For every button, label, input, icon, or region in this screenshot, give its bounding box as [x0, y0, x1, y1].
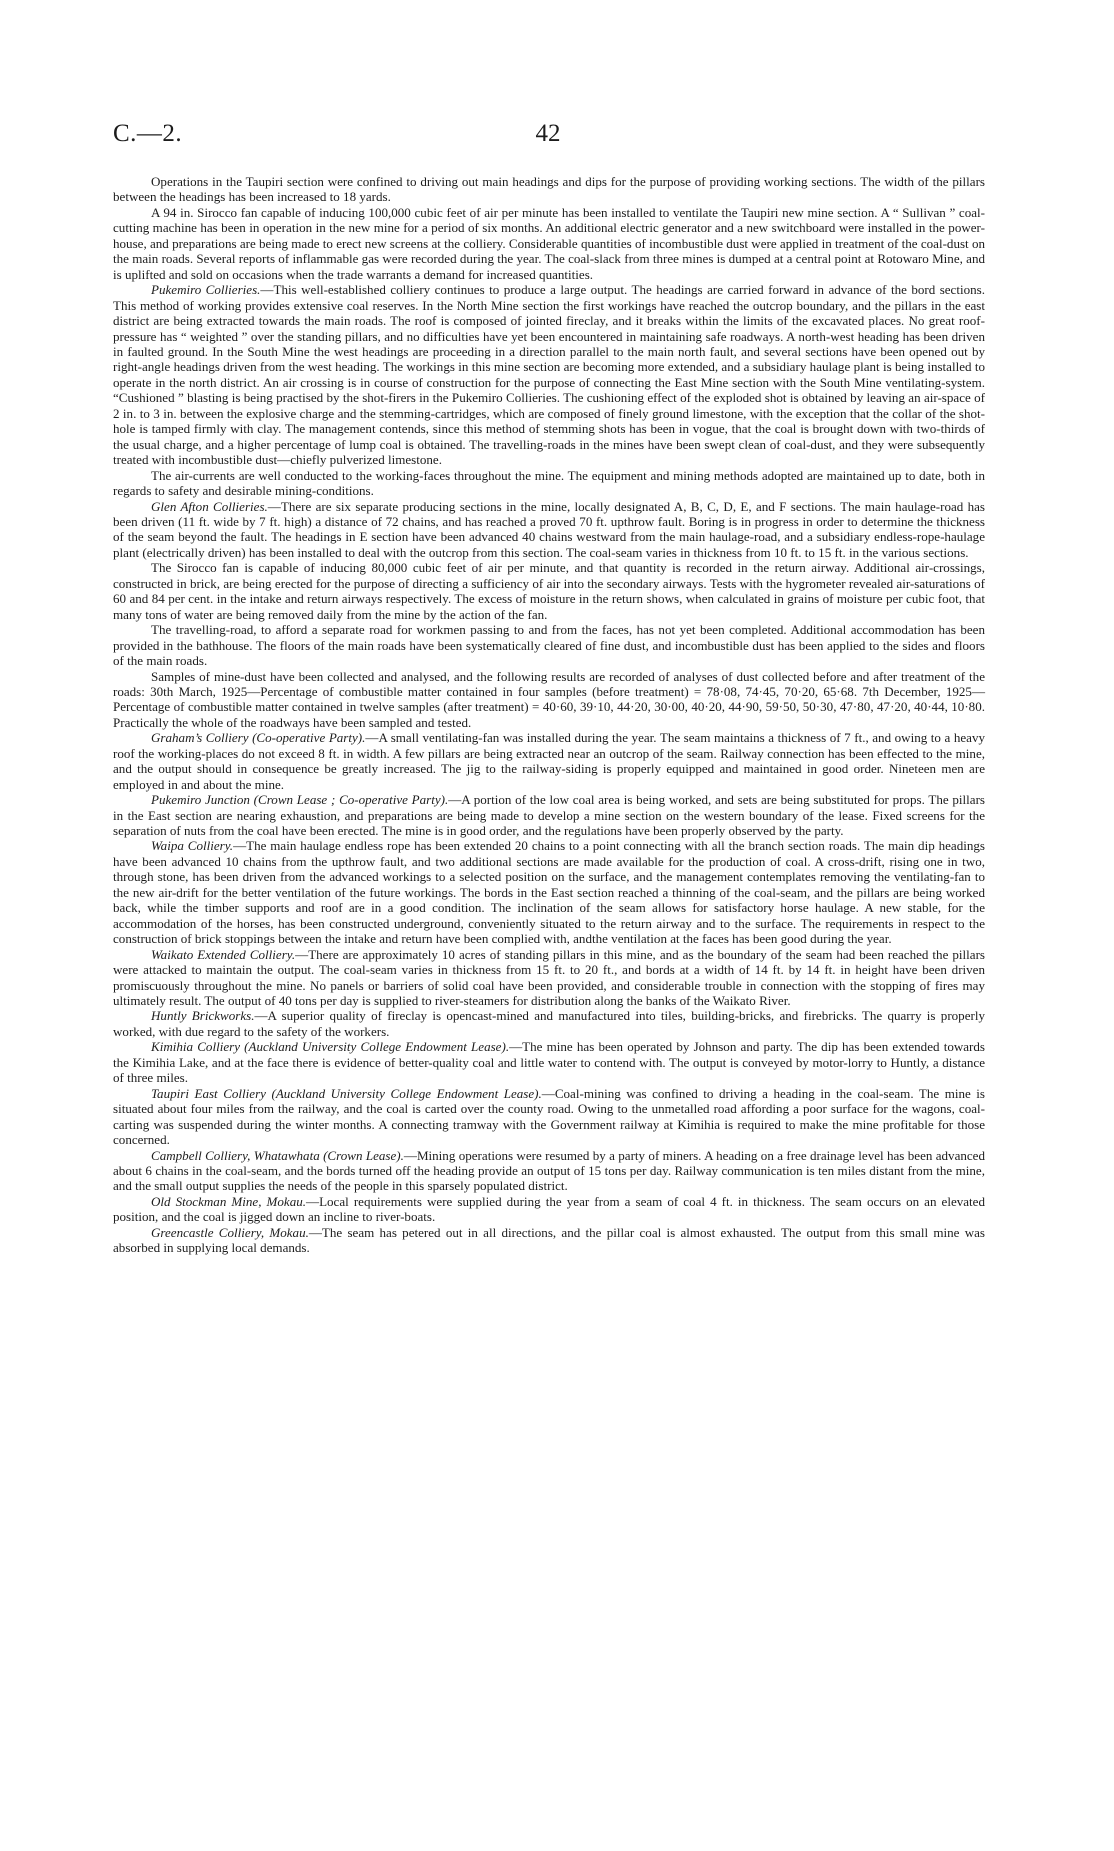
- page-number: 42: [535, 120, 561, 147]
- paragraph: [113, 560, 985, 622]
- paragraph: [113, 174, 985, 205]
- section-heading: Greencastle Colliery, Mokau.: [151, 1224, 309, 1240]
- paragraph: [113, 1039, 985, 1085]
- paragraph: [113, 205, 985, 282]
- paragraph-text: —A small ventilating-fan was installed during the year. The seam maintains a thickness of 7 ft., and owing to a heavy roof the working-places do not exceed 8 ft. in width. A few pillars are being extracted near an outcrop of the seam. Railway connection has been effected to the mine, and the output should in consequence be greatly increased. The jig to the railway-siding is properly equipped and maintained in good order. Nineteen men are employed in and about the mine.: [113, 730, 985, 792]
- section-heading: Pukemiro Collieries.: [151, 282, 261, 298]
- paragraph-text: —Mining operations were resumed by a party of miners. A heading on a free drainage level has been advanced about 6 chains in the coal-seam, and the bords turned off the heading provide an output of 15 tons per day. Railway communication is ten miles distant from the mine, and the small output supplies the needs of the people in this sparsely populated district.: [113, 1147, 985, 1194]
- section-heading: Campbell Colliery, Whatawhata (Crown Lease).: [151, 1147, 404, 1163]
- paragraph-text: A 94 in. Sirocco fan capable of inducing 100,000 cubic feet of air per minute has been installed to ventilate the Taupiri new mine section. A “ Sullivan ” coal-cutting machine has been in operation in the new mine for a period of six months. An additional electric generator and a new switchboard were installed in the power-house, and preparations are being made to erect new screens at the colliery. Considerable quantities of incombustible dust were applied in treatment of the coal-dust on the main roads. Several reports of inflammable gas were recorded during the year. The coal-slack from three mines is dumped at a central point at Rotowaro Mine, and is uplifted and sold on occasions when the trade warrants a demand for increased quantities.: [113, 204, 985, 282]
- paragraph-text: —The mine has been operated by Johnson and party. The dip has been extended towards the Kimihia Lake, and at the face there is evidence of better-quality coal and little water to contend with. The output is conveyed by motor-lorry to Huntly, a distance of three miles.: [113, 1039, 985, 1086]
- section-heading: Waipa Colliery.: [151, 838, 234, 854]
- section-heading: Graham’s Colliery (Co-operative Party).: [151, 730, 366, 746]
- paragraph-text: —The main haulage endless rope has been extended 20 chains to a point connecting with all the branch section roads. The main dip headings have been advanced 10 chains from the upthrow fault, and two additional sections are made available for the production of coal. A cross-drift, rising one in two, through stone, has been driven from the advanced workings to a selected position on the surface, and the management contemplates removing the ventilating-fan to the new air-drift for the better ventilation of the future workings. The bords in the East section reached a thinning of the coal-seam, and the pillars are being worked back, while the timber supports and roof are in a good condition. The inclination of the seam allows for satisfactory horse haulage. A new stable, for the accommodation of the horses, has been constructed underground, conveniently situated to the return airway and to the surface. The requirements in respect to the construction of brick stoppings between the intake and return have been complied with, andthe ventilation at the faces has been good during the year.: [113, 838, 985, 947]
- paragraph-text: Operations in the Taupiri section were confined to driving out main headings and dips for the purpose of providing working sections. The width of the pillars between the headings has been increased to 18 yards.: [113, 174, 985, 205]
- paragraph: [113, 792, 985, 838]
- paragraph: [113, 622, 985, 668]
- body-text: [113, 174, 985, 1256]
- section-heading: Glen Afton Collieries.: [151, 498, 268, 514]
- paragraph: [113, 838, 985, 946]
- paragraph-text: The travelling-road, to afford a separate road for workmen passing to and from the faces, has not yet been completed. Additional accommodation has been provided in the bathhouse. The floors of the main roads have been systematically cleared of fine dust, and incombustible dust has been applied to the sides and floors of the main roads.: [113, 622, 985, 669]
- paragraph-text: —A superior quality of fireclay is opencast-mined and manufactured into tiles, building-bricks, and firebricks. The quarry is properly worked, with due regard to the safety of the workers.: [113, 1008, 985, 1039]
- paragraph: [113, 468, 985, 499]
- paragraph: [113, 1086, 985, 1148]
- paragraph: [113, 1008, 985, 1039]
- paragraph-text: The Sirocco fan is capable of inducing 80,000 cubic feet of air per minute, and that quantity is recorded in the return airway. Additional air-crossings, constructed in brick, are being erected for the purpose of directing a sufficiency of air into the secondary airways. Tests with the hygrometer revealed air-saturations of 60 and 84 per cent. in the intake and return airways respectively. The excess of moisture in the return shows, when calculated in grains of moisture per cubic foot, that many tons of water are being removed daily from the mine by the action of the fan.: [113, 560, 985, 622]
- paragraph: [113, 499, 985, 561]
- section-heading: Waikato Extended Colliery.: [151, 946, 296, 962]
- paragraph: [113, 669, 985, 731]
- page-header: [113, 120, 983, 156]
- paragraph: [113, 282, 985, 467]
- paragraph-text: —There are approximately 10 acres of standing pillars in this mine, and as the boundary of the seam had been reached the pillars were attacked to maintain the output. The coal-seam varies in thickness from 15 ft. to 20 ft., and bords at a width of 14 ft. by 14 ft. in height have been driven promiscuously throughout the mine. No panels or barriers of solid coal have been provided, and considerable trouble in connection with the stopping of fires may ultimately result. The output of 40 tons per day is supplied to river-steamers for distribution along the banks of the Waikato River.: [113, 946, 985, 1009]
- paragraph: [113, 1148, 985, 1194]
- paragraph-text: —Local requirements were supplied during the year from a seam of coal 4 ft. in thickness. The seam occurs on an elevated position, and the coal is jigged down an incline to river-boats.: [113, 1193, 985, 1225]
- paragraph-text: —The seam has petered out in all directions, and the pillar coal is almost exhausted. The output from this small mine was absorbed in supplying local demands.: [113, 1224, 985, 1256]
- report-reference: C.—2.: [113, 120, 183, 147]
- paragraph-text: —This well-established colliery continues to produce a large output. The headings are carried forward in advance of the bord sections. This method of working provides extensive coal reserves. In the North Mine section the first workings have reached the outcrop boundary, and the pillars in the east district are being extracted towards the main roads. The roof is composed of jointed fireclay, and it breaks within the limits of the excavated places. No great roof-pressure has “ weighted ” over the standing pillars, and no difficulties have yet been encountered in maintaining safe roadways. A north-west heading has been driven in faulted ground. In the South Mine the west headings are proceeding in a direction parallel to the main north fault, and several sections have been opened out by right-angle headings driven from the west heading. The workings in this mine section are becoming more extended, and a subsidiary haulage plant is being installed to operate in the north district. An air crossing is in course of construction for the purpose of connecting the East Mine section with the South Mine ventilating-system. “Cushioned ” blasting is being practised by the shot-firers in the Pukemiro Collieries. The cushioning effect of the exploded shot is obtained by leaving an air-space of 2 in. to 3 in. between the explosive charge and the stemming-cartridges, which are composed of finely ground limestone, with the exception that the collar of the shot-hole is tamped firmly with clay. The management contends, since this method of stemming shots has been in vogue, that the coal is brought down with two-thirds of the usual charge, and a higher percentage of lump coal is obtained. The travelling-roads in the mines have been swept clean of coal-dust, and they were subsequently treated with incombustible dust—chiefly pulverized limestone.: [113, 282, 985, 468]
- paragraph-text: —Coal-mining was confined to driving a heading in the coal-seam. The mine is situated about four miles from the railway, and the coal is carted over the county road. Owing to the unmetalled road affording a poor surface for the wagons, coal-carting was suspended during the winter months. A connecting tramway with the Government railway at Kimihia is required to make the mine profitable for those concerned.: [113, 1085, 986, 1148]
- section-heading: Kimihia Colliery (Auckland University College Endowment Lease).: [151, 1039, 510, 1055]
- section-heading: Taupiri East Colliery (Auckland University College Endowment Lease).: [151, 1085, 542, 1101]
- paragraph: [113, 1225, 985, 1256]
- section-heading: Huntly Brickworks.: [151, 1008, 255, 1024]
- paragraph-text: —A portion of the low coal area is being worked, and sets are being substituted for props. The pillars in the East section are nearing exhaustion, and preparations are being made to develop a mine section on the western boundary of the lease. Fixed screens for the separation of nuts from the coal have been erected. The mine is in good order, and the regulations have been properly observed by the party.: [113, 792, 985, 839]
- paragraph-text: Samples of mine-dust have been collected and analysed, and the following results are recorded of analyses of dust collected before and after treatment of the roads: 30th March, 1925—Percentage of combustible matter contained in four samples (before treatment) = 78·08, 74·45, 70·20, 65·68. 7th December, 1925—Percentage of combustible matter contained in twelve samples (after treatment) = 40·60, 39·10, 44·20, 30·00, 40·20, 44·90, 59·50, 50·30, 47·80, 47·20, 40·44, 10·80. Practically the whole of the roadways have been sampled and tested.: [113, 668, 985, 730]
- section-heading: Pukemiro Junction (Crown Lease ; Co-operative Party).: [151, 792, 449, 808]
- paragraph-text: The air-currents are well conducted to the working-faces throughout the mine. The equipment and mining methods adopted are maintained up to date, both in regards to safety and desirable mining-conditions.: [113, 467, 985, 499]
- paragraph: [113, 947, 985, 1009]
- paragraph: [113, 730, 985, 792]
- paragraph-text: —There are six separate producing sections in the mine, locally designated A, B, C, D, E, and F sections. The main haulage-road has been driven (11 ft. wide by 7 ft. high) a distance of 72 chains, and has reached a proved 70 ft. upthrow fault. Boring is in progress in order to determine the thickness of the seam beyond the fault. The headings in E section have been advanced 40 chains westward from the main haulage-road, and a subsidiary endless-rope-haulage plant (electrically driven) has been installed to deal with the outcrop from this section. The coal-seam varies in thickness from 10 ft. to 15 ft. in the various sections.: [113, 498, 986, 560]
- paragraph: [113, 1194, 985, 1225]
- section-heading: Old Stockman Mine, Mokau.: [151, 1193, 307, 1209]
